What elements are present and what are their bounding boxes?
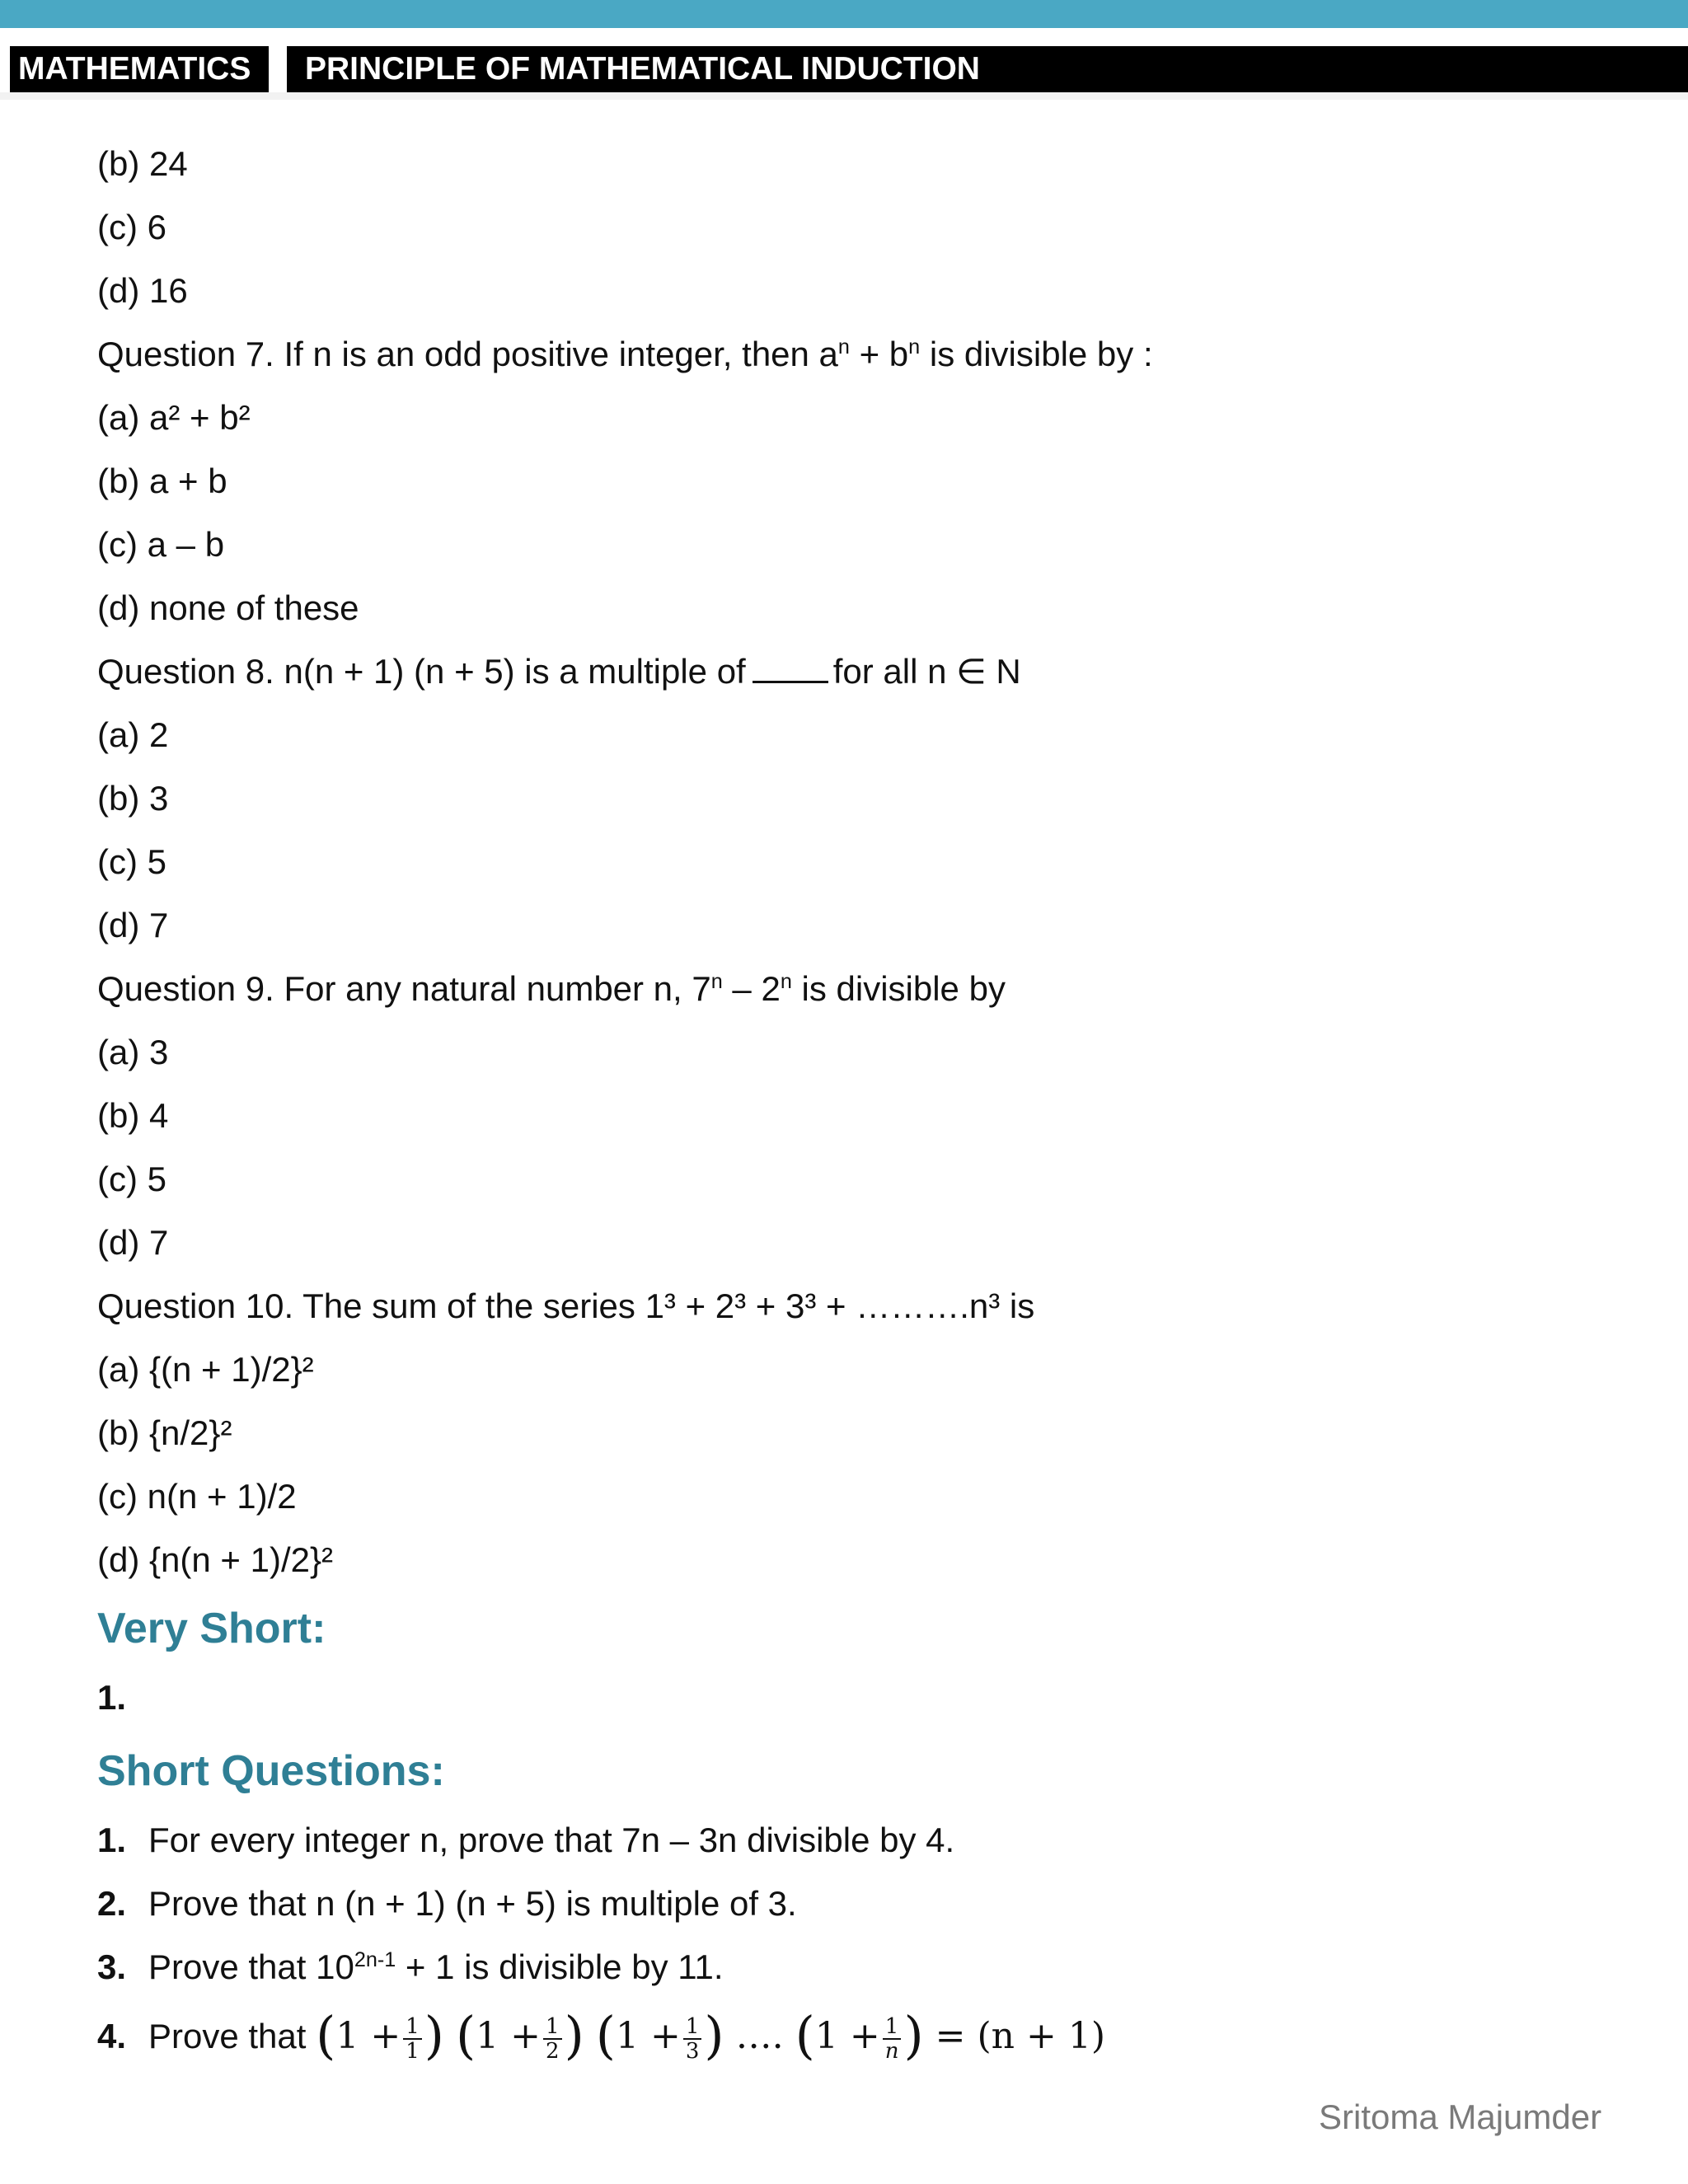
q8-option-a: (a) 2 <box>97 715 169 754</box>
subject-label: MATHEMATICS <box>10 46 269 92</box>
short-question-2: 2. Prove that n (n + 1) (n + 5) is multiple of 3. <box>97 1884 797 1923</box>
q7-option-a: (a) a² + b² <box>97 398 251 437</box>
very-short-item-1: 1. <box>97 1678 127 1717</box>
q10-option-d: (d) {n(n + 1)/2}² <box>97 1540 333 1579</box>
top-accent-bar <box>0 0 1688 28</box>
q8-option-c: (c) 5 <box>97 842 166 881</box>
header-rule <box>0 92 1688 100</box>
q10-option-b: (b) {n/2}² <box>97 1413 232 1452</box>
chapter-title: PRINCIPLE OF MATHEMATICAL INDUCTION <box>287 46 1688 92</box>
q9-option-c: (c) 5 <box>97 1160 166 1198</box>
short-question-4: 4. Prove that (1 + $\frac{1}{1}$ ) (1 + $\frac{1}{2}$ ) (1 + $\frac{1}{3}$ ) …. (1 + $\frac{1}{n}$ ) = (n + 1) <box>97 2005 1106 2065</box>
question-10: Question 10. The sum of the series 1³ + 2³ + 3³ + ……….n³ is <box>97 1286 1035 1325</box>
q7-option-d: (d) none of these <box>97 588 359 627</box>
q7-option-c: (c) a – b <box>97 525 225 564</box>
q9-option-b: (b) 4 <box>97 1096 169 1135</box>
q6-option-d: (d) 16 <box>97 271 188 310</box>
short-question-3: 3. Prove that $10^{2n-1} + 1$ is divisible by 11. <box>97 1947 724 1986</box>
product-formula: (1 + $\frac{1}{1}$ ) (1 + $\frac{1}{2}$ ) (1 + $\frac{1}{3}$ ) …. (1 + $\frac{1}{n}$ ) = (n + 1) <box>316 2005 1106 2065</box>
worksheet-body <box>97 132 1647 2073</box>
q6-option-b: (b) 24 <box>97 144 188 183</box>
q6-option-c: (c) 6 <box>97 208 166 246</box>
q8-option-d: (d) 7 <box>97 906 169 944</box>
question-8: Question 8. n(n + 1) (n + 5) is a multiple of for all n ∈ N <box>97 652 1021 691</box>
question-7: Question 7. If n is an odd positive integer, then $a^n + b^n$ is divisible by : <box>97 335 1153 373</box>
author-signature: Sritoma Majumder <box>1319 2097 1602 2136</box>
question-9: Question 9. For any natural number n, 7$^n$ – 2$^n$ is divisible by <box>97 969 1006 1008</box>
q9-option-d: (d) 7 <box>97 1223 169 1262</box>
short-question-1: 1. For every integer n, prove that 7n – 3n divisible by 4. <box>97 1821 955 1859</box>
very-short-heading: Very Short: <box>97 1605 326 1652</box>
q10-option-a: (a) {(n + 1)/2}² <box>97 1350 314 1389</box>
q9-option-a: (a) 3 <box>97 1033 169 1071</box>
q8-option-b: (b) 3 <box>97 779 169 818</box>
answer-blank <box>753 654 828 683</box>
q7-option-b: (b) a + b <box>97 462 227 500</box>
short-questions-heading: Short Questions: <box>97 1747 445 1795</box>
q10-option-c: (c) n(n + 1)/2 <box>97 1477 297 1516</box>
